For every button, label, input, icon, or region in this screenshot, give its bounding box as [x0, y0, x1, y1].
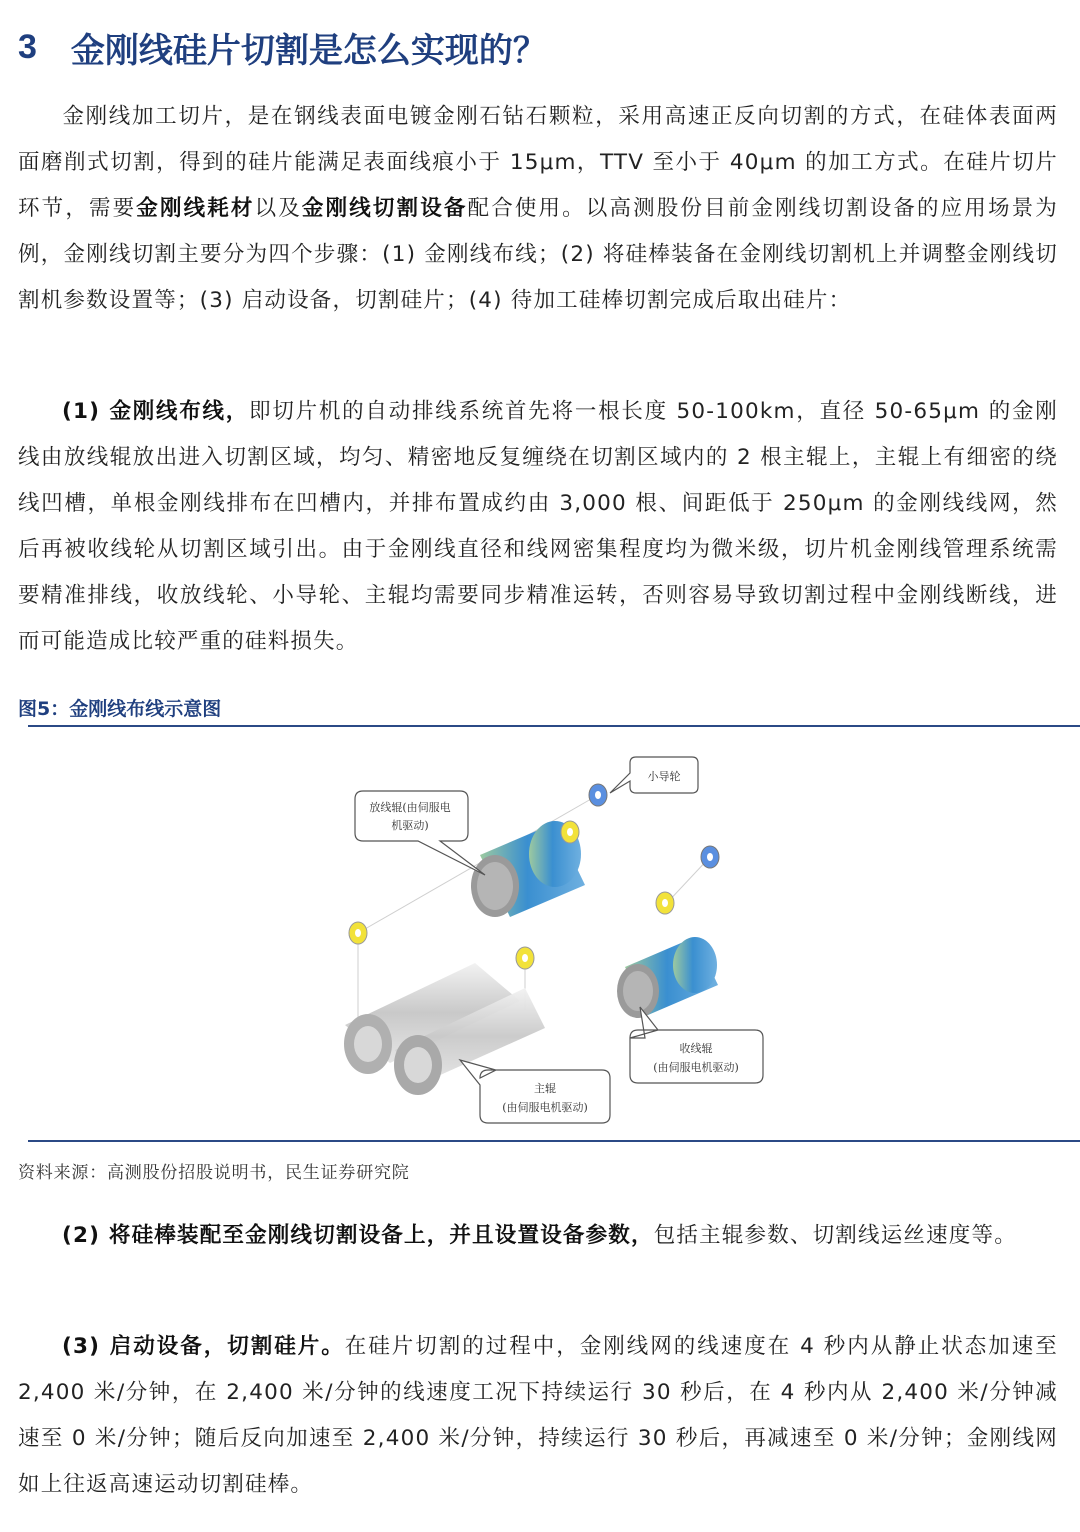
- label-main-roller-1: 主辊: [534, 1082, 556, 1095]
- section-title: 金刚线硅片切割是怎么实现的？: [70, 30, 547, 71]
- callout-take-up: [630, 1007, 763, 1083]
- section-heading: [18, 22, 547, 72]
- figure-top-rule: [28, 725, 1080, 727]
- paragraph-step2: [18, 1213, 1058, 1259]
- intro-text-b: 以及: [254, 196, 302, 221]
- figure-source: 资料来源：高测股份招股说明书，民生证券研究院: [18, 1163, 410, 1183]
- callout-pay-off: [355, 791, 485, 875]
- paragraph-step3: [18, 1324, 1058, 1508]
- step1-text: 即切片机的自动排线系统首先将一根长度 50-100km，直径 50-65μm 的金刚线由放线辊放出进入切割区域，均匀、精密地反复缠绕在切割区域内的 2 根主辊上，主辊上有细密的绕线凹槽，单根金刚线排布在凹槽内，并排布置成约由 3,000 根、间距低于 250μm 的金刚线线网，然后再被收线轮从切割区域引出。由于金刚线直径和线网密集程度均为微米级，切片机金刚线管理系统需要精准排线，收放线轮、小导轮、主辊均需要同步精准运转，否则容易导致切割过程中金刚线断线，进而可能造成比较严重的硅料损失。: [18, 399, 1058, 654]
- step1-heading: (1) 金刚线布线，: [62, 399, 250, 424]
- step2-heading: (2) 将硅棒装配至金刚线切割设备上，并且设置设备参数，: [62, 1223, 654, 1248]
- label-take-up-2: (由伺服电机驱动): [653, 1061, 739, 1074]
- step2-text: 包括主辊参数、切割线运丝速度等。: [653, 1223, 1017, 1248]
- label-take-up-1: 收线辊: [679, 1042, 713, 1055]
- take-up-roller: [617, 937, 718, 1018]
- figure-bottom-rule: [28, 1140, 1080, 1142]
- callout-small-guide: [610, 757, 698, 793]
- label-pay-off-2: 机驱动): [391, 819, 429, 832]
- label-main-roller-2: (由伺服电机驱动): [502, 1101, 588, 1114]
- intro-text-c: 配合使用。以高测股份目前金刚线切割设备的应用场景为例，金刚线切割主要分为四个步骤：(1) 金刚线布线；(2) 将硅棒装备在金刚线切割机上并调整金刚线切割机参数设置等；(3) 启动设备，切割硅片；(4) 待加工硅棒切割完成后取出硅片：: [18, 196, 1058, 313]
- intro-bold-equipment: 金刚线切割设备: [301, 196, 468, 221]
- label-pay-off-1: 放线辊(由伺服电: [369, 801, 451, 814]
- paragraph-intro: [18, 94, 1058, 324]
- paragraph-step1: [18, 389, 1058, 665]
- section-number: 3: [18, 27, 37, 66]
- step3-text: 在硅片切割的过程中，金刚线网的线速度在 4 秒内从静止状态加速至 2,400 米/分钟，在 2,400 米/分钟的线速度工况下持续运行 30 秒后，在 4 秒内从 2,400 米/分钟减速至 0 米/分钟；随后反向加速至 2,400 米/分钟，持续运行 30 秒后，再减速至 0 米/分钟；金刚线网如上往返高速运动切割硅棒。: [18, 1334, 1058, 1497]
- wire-layout-diagram: [300, 745, 780, 1130]
- label-small-guide: 小导轮: [647, 770, 681, 783]
- step3-heading: (3) 启动设备，切割硅片。: [62, 1334, 345, 1359]
- figure-caption: 图5：金刚线布线示意图: [18, 698, 222, 720]
- intro-text-a: 金刚线加工切片，是在钢线表面电镀金刚石钻石颗粒，采用高速正反向切割的方式，在硅体表面两面磨削式切割，得到的硅片能满足表面线痕小于 15μm，TTV 至小于 40μm 的加工方式。在硅片切片环节，需要: [18, 104, 1058, 221]
- intro-bold-consumables: 金刚线耗材: [136, 196, 255, 221]
- callout-main-roller: [460, 1060, 610, 1123]
